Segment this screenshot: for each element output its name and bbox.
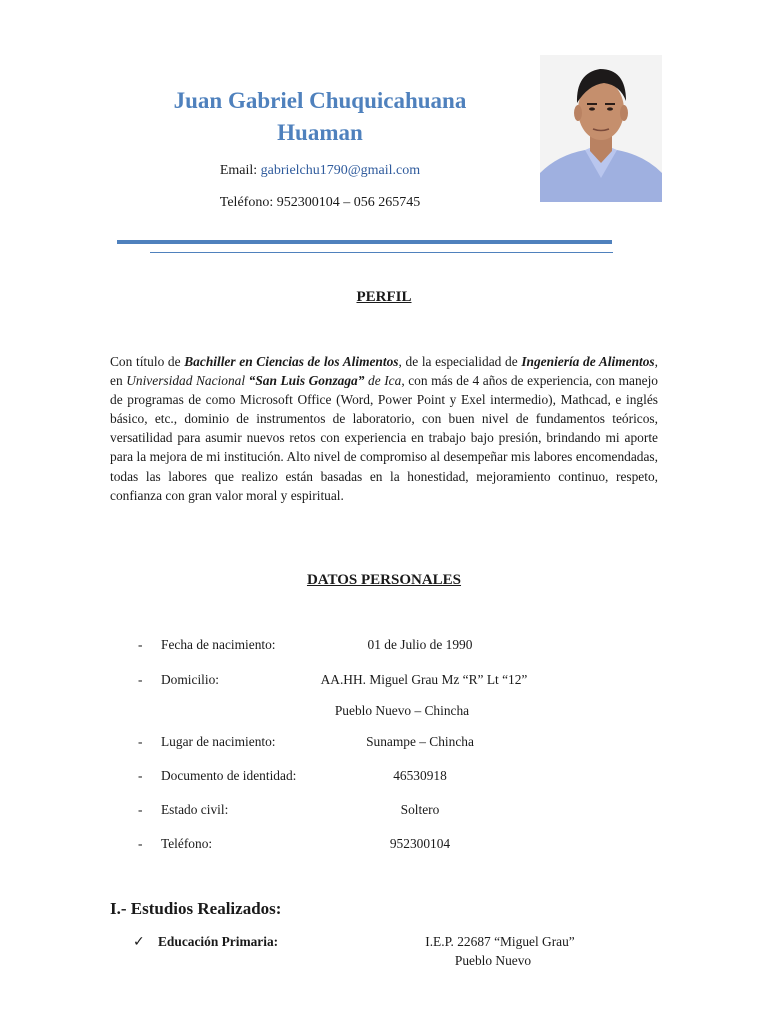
datos-row-id xyxy=(0,767,768,785)
bullet-dash: - xyxy=(138,637,143,652)
datos-value: Soltero xyxy=(400,802,440,817)
profile-text-1: Con título de xyxy=(110,354,185,369)
profile-text-2: , de la especialidad de xyxy=(398,354,522,369)
bullet-dash: - xyxy=(138,836,143,851)
datos-row-birthplace xyxy=(0,733,768,751)
datos-row-birthdate xyxy=(0,636,768,654)
name-line-1: Juan Gabriel Chuquicahuana xyxy=(173,88,467,113)
email-label: Email: xyxy=(219,163,261,178)
full-name xyxy=(120,85,520,149)
profile-photo xyxy=(540,55,662,202)
datos-label: Domicilio: xyxy=(161,672,220,687)
datos-label: Estado civil: xyxy=(161,802,229,817)
phone-line: Teléfono: 952300104 – 056 265745 xyxy=(219,195,421,210)
bullet-dash: - xyxy=(138,802,143,817)
datos-value: 952300104 xyxy=(389,836,451,851)
datos-row-phone xyxy=(0,835,768,853)
datos-label: Documento de identidad: xyxy=(161,768,297,783)
datos-value: 01 de Julio de 1990 xyxy=(367,637,473,652)
perfil-heading: PERFIL xyxy=(356,289,412,305)
profile-paragraph xyxy=(110,352,658,505)
datos-label: Lugar de nacimiento: xyxy=(161,734,276,749)
person-photo-icon xyxy=(540,55,662,202)
bullet-dash: - xyxy=(138,768,143,783)
estudios-heading: I.- Estudios Realizados: xyxy=(110,899,282,918)
datos-value: Sunampe – Chincha xyxy=(366,734,474,749)
datos-value: Pueblo Nuevo – Chincha xyxy=(334,703,470,718)
profile-specialty: Ingeniería de Alimentos xyxy=(521,354,655,369)
datos-row-address xyxy=(0,671,768,689)
datos-heading: DATOS PERSONALES xyxy=(306,572,462,588)
bullet-dash: - xyxy=(138,672,143,687)
profile-university-1: Universidad Nacional xyxy=(126,373,249,389)
name-line-2: Huaman xyxy=(277,120,363,145)
email-line xyxy=(120,163,520,179)
profile-text-4: , con más de 4 años de experiencia, con manejo de programas de como Microsoft Office (Word, Power Point y Exel intermedio), Mathcad, e inglés básico, etc., dominio de instrumentos de laboratorio, con buen nivel de fundamentos teóricos, versatilidad para asumir nuevos retos con experiencia en trabajo bajo presión, brindando mi aporte para la mejora de mi institución. Alto nivel de compromiso al desempeñar mis labores encomendadas, todas las labores que realizo están basadas en la honestidad, mejoramiento continuo, respeto, confianza con gran valor moral y espiritual. xyxy=(110,373,658,503)
datos-row-civil xyxy=(0,801,768,819)
education-location: Pueblo Nuevo xyxy=(454,953,532,968)
header-divider-thick xyxy=(117,240,612,244)
datos-label: Fecha de nacimiento: xyxy=(161,637,276,652)
education-label: Educación Primaria: xyxy=(158,934,279,949)
profile-degree: Bachiller en Ciencias de los Alimentos xyxy=(184,354,399,369)
profile-university-2: de Ica xyxy=(364,373,402,389)
profile-university-name: “San Luis Gonzaga” xyxy=(248,373,365,389)
datos-row-address-cont xyxy=(0,702,768,720)
profile-text-3: , en xyxy=(110,354,659,389)
datos-value: 46530918 xyxy=(393,768,447,783)
checkmark-icon: ✓ xyxy=(133,934,145,950)
datos-value: AA.HH. Miguel Grau Mz “R” Lt “12” xyxy=(320,672,528,687)
bullet-dash: - xyxy=(138,734,143,749)
education-school: I.E.P. 22687 “Miguel Grau” xyxy=(425,934,575,949)
email-link[interactable]: gabrielchu1790@gmail.com xyxy=(260,163,421,178)
datos-label: Teléfono: xyxy=(161,836,213,851)
header-divider-thin xyxy=(150,252,613,253)
